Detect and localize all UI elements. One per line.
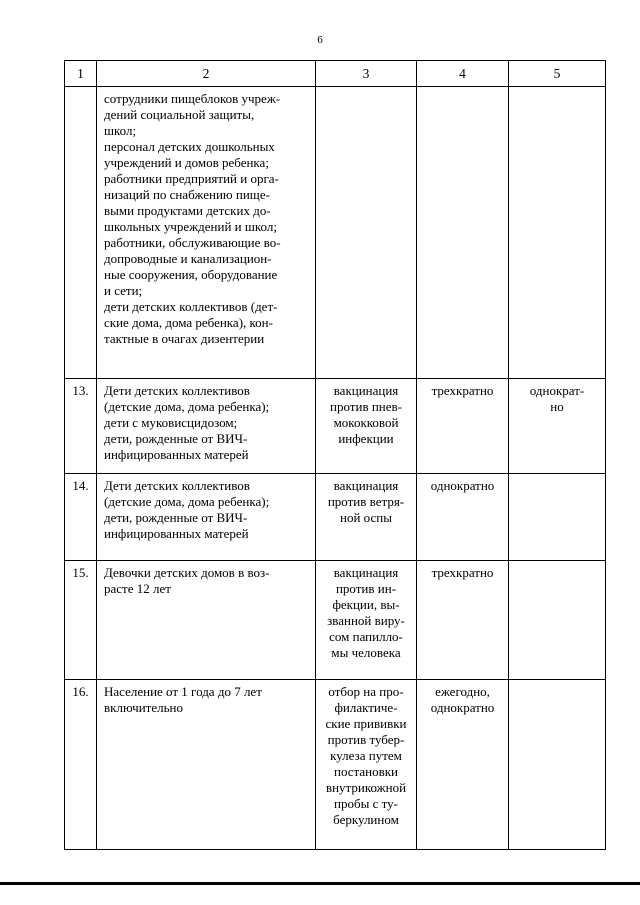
contingent-cell-line: Дети детских коллективов <box>104 478 250 493</box>
contingent-cell-line: учреждений и домов ребенка; <box>104 155 269 170</box>
row-number: 14. <box>65 474 97 561</box>
table-row <box>65 379 606 474</box>
column-header-5: 5 <box>509 61 606 87</box>
measure-cell-line: инфекции <box>338 431 394 446</box>
contingent-cell <box>97 561 316 680</box>
row-number <box>65 87 97 379</box>
row-number: 13. <box>65 379 97 474</box>
measure-cell-line: кулеза путем <box>330 748 402 763</box>
measure-cell <box>316 561 417 680</box>
revaccination-cell-line: однократ- <box>529 383 585 398</box>
measure-cell <box>316 379 417 474</box>
contingent-cell <box>97 87 316 379</box>
measure-cell-line: мококковой <box>333 415 399 430</box>
frequency-cell <box>417 379 509 474</box>
contingent-cell-line: Население от 1 года до 7 лет <box>104 684 262 699</box>
measure-cell-line: филактиче- <box>334 700 398 715</box>
measure-cell-line: отбор на про- <box>328 684 404 699</box>
vaccination-table <box>64 60 606 850</box>
measure-cell-line: званной виру- <box>327 613 405 628</box>
contingent-cell-line: ские дома, дома ребенка), кон- <box>104 315 273 330</box>
frequency-cell-line: трехкратно <box>431 383 494 398</box>
measure-cell-line: пробы с ту- <box>334 796 398 811</box>
measure-cell-line: ские прививки <box>325 716 407 731</box>
contingent-cell-line: инфицированных матерей <box>104 526 249 541</box>
frequency-cell <box>417 680 509 850</box>
frequency-cell-line: однократно <box>430 478 495 493</box>
contingent-cell-line: дети с муковисцидозом; <box>104 415 238 430</box>
measure-cell <box>316 474 417 561</box>
contingent-cell <box>97 474 316 561</box>
column-header-3: 3 <box>316 61 417 87</box>
measure-cell-line: вакцинация <box>333 565 399 580</box>
revaccination-cell <box>509 561 606 680</box>
measure-cell-line: фекции, вы- <box>332 597 400 612</box>
measure-cell-line: против пнев- <box>330 399 402 414</box>
contingent-cell-line: работники, обслуживающие во- <box>104 235 281 250</box>
row-number: 16. <box>65 680 97 850</box>
measure-cell-line: беркулином <box>333 812 399 827</box>
frequency-cell <box>417 561 509 680</box>
measure-cell-line: против ин- <box>335 581 397 596</box>
table-row <box>65 680 606 850</box>
contingent-cell-line: низаций по снабжению пище- <box>104 187 270 202</box>
measure-cell <box>316 87 417 379</box>
measure-cell-line: внутрикожной <box>325 780 407 795</box>
page-number: 6 <box>317 34 323 46</box>
table-row <box>65 474 606 561</box>
contingent-cell-line: дений социальной защиты, <box>104 107 255 122</box>
table-row <box>65 87 606 379</box>
revaccination-cell <box>509 680 606 850</box>
contingent-cell-line: школ; <box>104 123 137 138</box>
contingent-cell-line: допроводные и канализацион- <box>104 251 272 266</box>
contingent-cell-line: инфицированных матерей <box>104 447 249 462</box>
frequency-cell-line: ежегодно, <box>435 684 490 699</box>
contingent-cell-line: работники предприятий и орга- <box>104 171 279 186</box>
contingent-cell-line: выми продуктами детских до- <box>104 203 271 218</box>
measure-cell-line: против тубер- <box>327 732 405 747</box>
measure-cell-line: постановки <box>333 764 399 779</box>
contingent-cell-line: дети, рожденные от ВИЧ- <box>104 431 248 446</box>
revaccination-cell <box>509 474 606 561</box>
contingent-cell-line: Дети детских коллективов <box>104 383 250 398</box>
contingent-cell-line: дети детских коллективов (дет- <box>104 299 278 314</box>
measure-cell-line: вакцинация <box>333 478 399 493</box>
measure-cell-line: ной оспы <box>340 510 392 525</box>
contingent-cell-line: сотрудники пищеблоков учреж- <box>104 91 281 106</box>
contingent-cell <box>97 680 316 850</box>
revaccination-cell <box>509 379 606 474</box>
table-row <box>65 561 606 680</box>
contingent-cell-line: Девочки детских домов в воз- <box>104 565 270 580</box>
contingent-cell-line: ные сооружения, оборудование <box>104 267 278 282</box>
frequency-cell-line: однократно <box>430 700 495 715</box>
column-header-1: 1 <box>65 61 97 87</box>
bottom-rule <box>0 882 640 885</box>
table-header-row <box>65 61 606 87</box>
contingent-cell-line: (детские дома, дома ребенка); <box>104 399 270 414</box>
measure-cell-line: вакцинация <box>333 383 399 398</box>
contingent-cell <box>97 379 316 474</box>
contingent-cell-line: расте 12 лет <box>104 581 171 596</box>
row-number: 15. <box>65 561 97 680</box>
revaccination-cell <box>509 87 606 379</box>
column-header-2: 2 <box>97 61 316 87</box>
measure-cell <box>316 680 417 850</box>
column-header-4: 4 <box>417 61 509 87</box>
contingent-cell-line: дети, рожденные от ВИЧ- <box>104 510 248 525</box>
contingent-cell-line: и сети; <box>104 283 143 298</box>
measure-cell-line: мы человека <box>331 645 401 660</box>
contingent-cell-line: (детские дома, дома ребенка); <box>104 494 270 509</box>
frequency-cell <box>417 87 509 379</box>
measure-cell-line: сом папилло- <box>329 629 403 644</box>
frequency-cell <box>417 474 509 561</box>
contingent-cell-line: школьных учреждений и школ; <box>104 219 277 234</box>
contingent-cell-line: персонал детских дошкольных <box>104 139 275 154</box>
contingent-cell-line: включительно <box>104 700 183 715</box>
measure-cell-line: против ветря- <box>327 494 405 509</box>
frequency-cell-line: трехкратно <box>431 565 494 580</box>
contingent-cell-line: тактные в очагах дизентерии <box>104 331 265 346</box>
revaccination-cell-line: но <box>550 399 564 414</box>
